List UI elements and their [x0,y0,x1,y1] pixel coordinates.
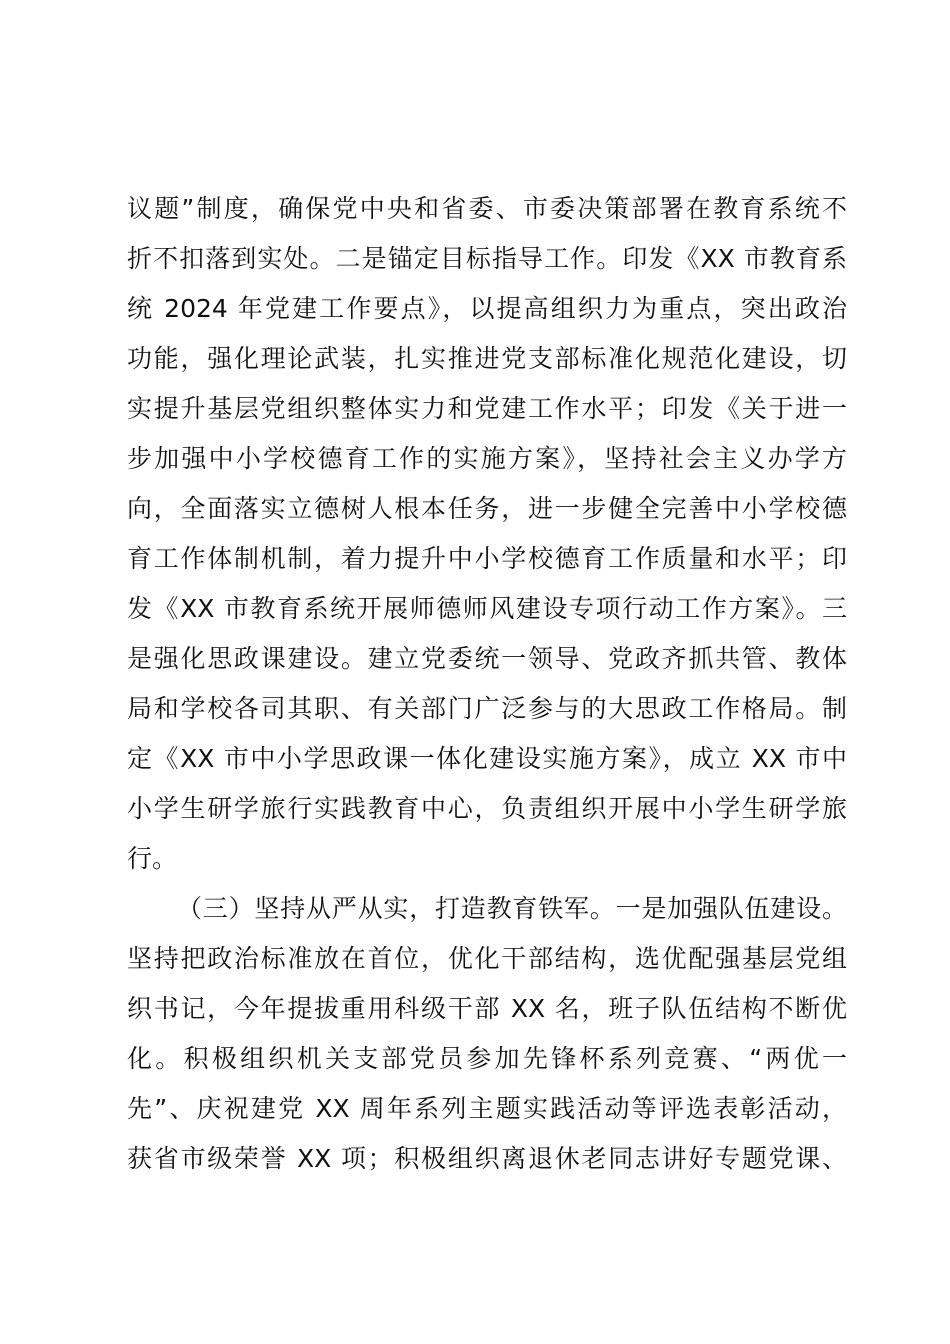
text-line: 实提升基层党组织整体实力和党建工作水平；印发《关于进一 [127,394,847,423]
text-line: 议题”制度，确保党中央和省委、市委决策部署在教育系统不 [127,194,847,223]
text-line: 功能，强化理论武装，扎实推进党支部标准化规范化建设，切 [127,344,847,373]
text-line: 先”、庆祝建党 XX 周年系列主题实践活动等评选表彰活动， [127,1094,847,1123]
text-line: 坚持把政治标准放在首位，优化干部结构，选优配强基层党组 [127,944,847,973]
text-line: 化。积极组织机关支部党员参加先锋杯系列竞赛、“两优一 [127,1044,847,1073]
text-line: 发《XX 市教育系统开展师德师风建设专项行动工作方案》。三 [127,594,847,623]
section-heading-line: （三）坚持从严从实，打造教育铁军。一是加强队伍建设。 [177,894,847,923]
text-line: 定《XX 市中小学思政课一体化建设实施方案》，成立 XX 市中 [127,744,847,773]
text-line: 获省市级荣誉 XX 项；积极组织离退休老同志讲好专题党课、 [127,1144,847,1173]
text-line: 向，全面落实立德树人根本任务，进一步健全完善中小学校德 [127,494,847,523]
text-line: 折不扣落到实处。二是锚定目标指导工作。印发《XX 市教育系 [127,244,847,273]
text-line: 小学生研学旅行实践教育中心，负责组织开展中小学生研学旅 [127,794,847,823]
text-line: 育工作体制机制，着力提升中小学校德育工作质量和水平；印 [127,544,847,573]
text-line: 步加强中小学校德育工作的实施方案》，坚持社会主义办学方 [127,444,847,473]
paragraph [127,884,847,1184]
text-line: 是强化思政课建设。建立党委统一领导、党政齐抓共管、教体 [127,644,847,673]
text-line: 织书记，今年提拔重用科级干部 XX 名，班子队伍结构不断优 [127,994,847,1023]
paragraph [127,184,847,884]
body-text [127,184,847,1184]
text-line: 行。 [127,844,178,873]
text-line: 统 2024 年党建工作要点》，以提高组织力为重点，突出政治 [127,294,847,323]
text-line: 局和学校各司其职、有关部门广泛参与的大思政工作格局。制 [127,694,847,723]
